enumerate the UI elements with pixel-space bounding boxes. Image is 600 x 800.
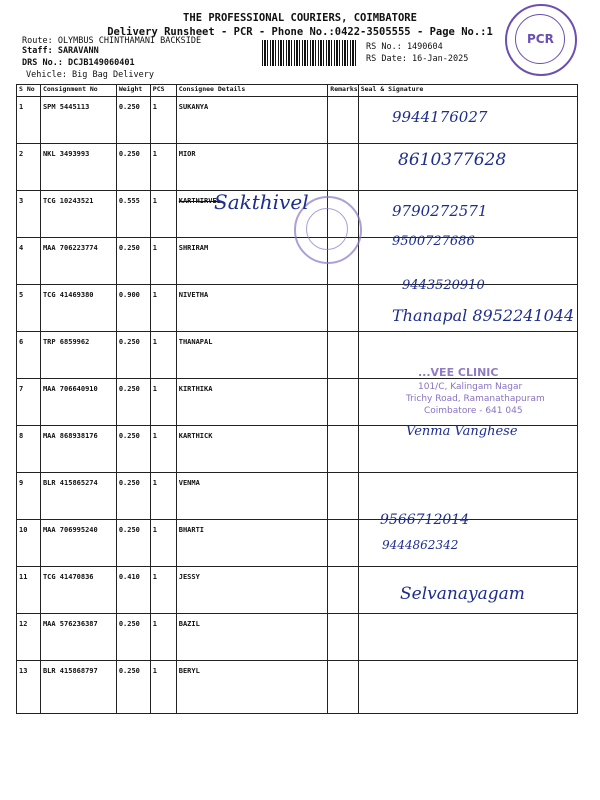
cell-sno: 11: [17, 567, 41, 614]
pcr-stamp: [505, 4, 577, 76]
pcr-stamp-text: PCR: [527, 32, 554, 46]
cell-consignee: KIRTHIKA: [176, 379, 328, 426]
cell-pcs: 1: [150, 426, 176, 473]
signature-row-9: Venma Vanghese: [406, 424, 518, 439]
cell-consignment: BLR 415865274: [40, 473, 116, 520]
cell-pcs: 1: [150, 285, 176, 332]
cell-remarks: [328, 144, 358, 191]
cell-consignment: MAA 868938176: [40, 426, 116, 473]
cell-pcs: 1: [150, 191, 176, 238]
col-weight: Weight: [116, 85, 150, 97]
cell-weight: 0.250: [116, 426, 150, 473]
cell-consignment: TRP 6859962: [40, 332, 116, 379]
rs-number: RS No.: 1490604: [366, 42, 443, 52]
cell-pcs: 1: [150, 144, 176, 191]
cell-consignee: VENMA: [176, 473, 328, 520]
col-consignee: Consignee Details: [176, 85, 328, 97]
vehicle-text: Vehicle: Big Bag Delivery: [26, 70, 154, 80]
cell-weight: 0.250: [116, 238, 150, 285]
table-row: [17, 614, 578, 661]
table-row: [17, 520, 578, 567]
cell-sno: 5: [17, 285, 41, 332]
cell-consignment: TCG 10243521: [40, 191, 116, 238]
signature-row-13: Selvanayagam: [400, 584, 525, 604]
cell-consignment: SPM 5445113: [40, 97, 116, 144]
cell-sno: 10: [17, 520, 41, 567]
col-sno: S No: [17, 85, 41, 97]
table-row: [17, 97, 578, 144]
signature-row-4: 9500727686: [392, 234, 475, 249]
cell-weight: 0.250: [116, 614, 150, 661]
cell-pcs: 1: [150, 520, 176, 567]
cell-remarks: [328, 614, 358, 661]
cell-weight: 0.250: [116, 473, 150, 520]
col-remarks: Remarks: [328, 85, 358, 97]
cell-consignee: BAZIL: [176, 614, 328, 661]
rs-date: RS Date: 16-Jan-2025: [366, 54, 469, 64]
cell-sno: 8: [17, 426, 41, 473]
cell-sno: 1: [17, 97, 41, 144]
runsheet-title: Delivery Runsheet - PCR - Phone No.:0422-3505555 - Page No.:1: [107, 26, 493, 38]
cell-sno: 4: [17, 238, 41, 285]
cell-consignment: TCG 41470836: [40, 567, 116, 614]
cell-pcs: 1: [150, 379, 176, 426]
cell-pcs: 1: [150, 332, 176, 379]
cell-weight: 0.250: [116, 144, 150, 191]
clinic-stamp-city: Coimbatore - 641 045: [424, 406, 523, 416]
clinic-stamp-address-2: Trichy Road, Ramanathapuram: [406, 394, 545, 404]
col-pcs: PCS: [150, 85, 176, 97]
cell-weight: 0.410: [116, 567, 150, 614]
cell-remarks: [328, 332, 358, 379]
cell-remarks: [328, 567, 358, 614]
signature-row-3: 9790272571: [392, 202, 488, 220]
cell-pcs: 1: [150, 567, 176, 614]
cell-consignee: SUKANYA: [176, 97, 328, 144]
pcr-stamp-ring: [513, 0, 580, 1]
cell-pcs: 1: [150, 238, 176, 285]
cell-consignment: MAA 576236387: [40, 614, 116, 661]
cell-consignment: MAA 706995240: [40, 520, 116, 567]
cell-remarks: [328, 473, 358, 520]
cell-remarks: [328, 379, 358, 426]
cell-pcs: 1: [150, 473, 176, 520]
cell-remarks: [328, 520, 358, 567]
cell-seal: [358, 614, 577, 661]
cell-remarks: [328, 285, 358, 332]
signature-row-12: 9444862342: [382, 538, 459, 552]
cell-remarks: [328, 426, 358, 473]
col-consignment: Consignment No: [40, 85, 116, 97]
cell-seal: [358, 661, 577, 714]
cell-pcs: 1: [150, 661, 176, 714]
col-seal: Seal & Signature: [358, 85, 577, 97]
cell-consignment: NKL 3493993: [40, 144, 116, 191]
clinic-stamp-address: 101/C, Kalingam Nagar: [418, 382, 523, 392]
cell-consignee: NIVETHA: [176, 285, 328, 332]
table-row: [17, 473, 578, 520]
signature-row-6: Thanapal 8952241044: [392, 306, 575, 325]
signature-row-2: 8610377628: [398, 150, 507, 170]
signature-row-1: 9944176027: [392, 108, 488, 126]
cell-consignee: KARTHIRVEL: [176, 191, 328, 238]
cell-consignee: BERYL: [176, 661, 328, 714]
cell-weight: 0.250: [116, 97, 150, 144]
cell-consignee: MIOR: [176, 144, 328, 191]
signature-row-5: 9443520910: [402, 278, 485, 293]
drs-number: DRS No.: DCJB149060401: [22, 58, 135, 68]
cell-pcs: 1: [150, 614, 176, 661]
cell-consignee: BHARTI: [176, 520, 328, 567]
cell-weight: 0.250: [116, 379, 150, 426]
cell-weight: 0.250: [116, 332, 150, 379]
cell-consignment: BLR 415868797: [40, 661, 116, 714]
cell-remarks: [328, 661, 358, 714]
cell-sno: 13: [17, 661, 41, 714]
cell-sno: 2: [17, 144, 41, 191]
cell-consignee: THANAPAL: [176, 332, 328, 379]
signature-row-11: 9566712014: [380, 512, 470, 528]
cell-pcs: 1: [150, 97, 176, 144]
cell-consignee: SHRIRAM: [176, 238, 328, 285]
table-header-row: [17, 85, 578, 97]
cell-sno: 7: [17, 379, 41, 426]
cell-sno: 6: [17, 332, 41, 379]
company-title: THE PROFESSIONAL COURIERS, COIMBATORE: [183, 12, 417, 24]
cell-consignee: KARTHICK: [176, 426, 328, 473]
cell-consignment: MAA 706640910: [40, 379, 116, 426]
cell-consignment: TCG 41469380: [40, 285, 116, 332]
cell-sno: 3: [17, 191, 41, 238]
cell-weight: 0.900: [116, 285, 150, 332]
cell-sno: 9: [17, 473, 41, 520]
cell-remarks: [328, 97, 358, 144]
cell-weight: 0.555: [116, 191, 150, 238]
route-text: Route: OLYMBUS CHINTHAMANI BACKSIDE: [22, 36, 202, 46]
signature-row-3-name: Sakthivel: [214, 190, 309, 214]
cell-consignment: MAA 706223774: [40, 238, 116, 285]
staff-text: Staff: SARAVANN: [22, 46, 99, 56]
barcode: [262, 40, 358, 66]
cell-consignee: JESSY: [176, 567, 328, 614]
clinic-stamp-name: ...VEE CLINIC: [418, 366, 499, 379]
cell-weight: 0.250: [116, 520, 150, 567]
table-row: [17, 661, 578, 714]
cell-sno: 12: [17, 614, 41, 661]
cell-weight: 0.250: [116, 661, 150, 714]
